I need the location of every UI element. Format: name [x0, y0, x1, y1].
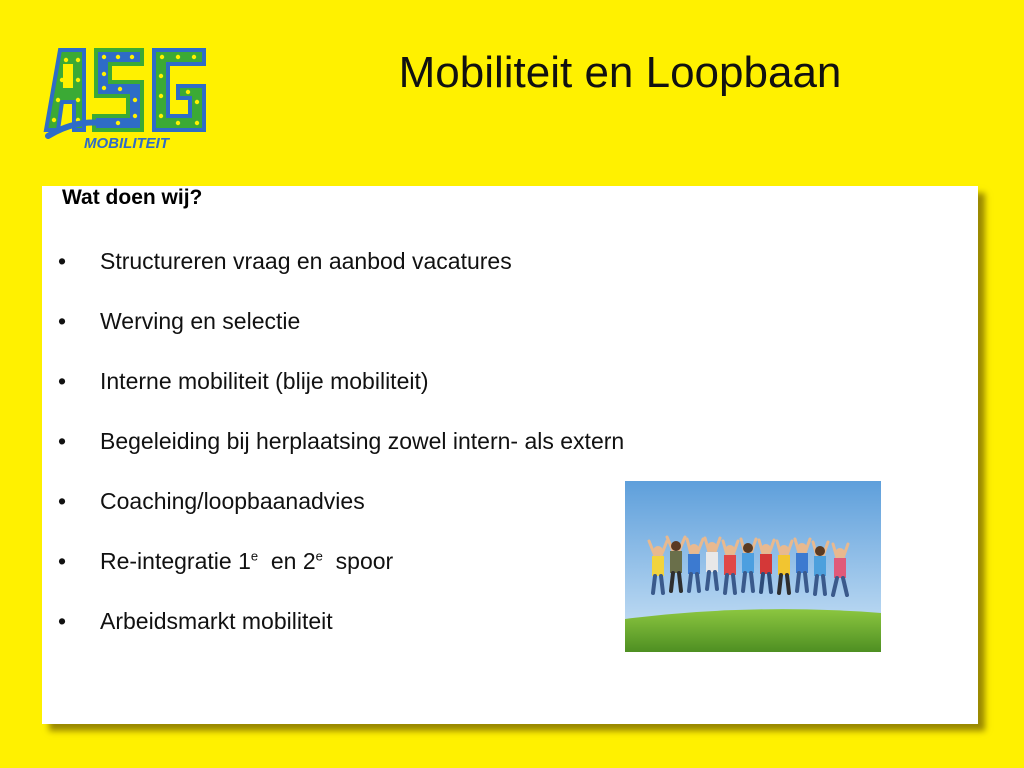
bullet-icon: • — [58, 428, 67, 454]
list-item-text: Structureren vraag en aanbod vacatures — [100, 248, 512, 274]
bullet-icon: • — [58, 548, 67, 574]
list-item — [58, 248, 624, 308]
section-heading: Wat doen wij? — [62, 186, 203, 209]
content-panel — [42, 186, 978, 724]
list-item-text: Re-integratie 1e en 2e spoor — [100, 548, 394, 574]
list-item — [58, 368, 624, 428]
list-item — [58, 488, 624, 548]
bullet-icon: • — [58, 368, 67, 394]
slide-title: Mobiliteit en Loopbaan — [398, 48, 842, 97]
logo-subtitle: MOBILITEIT — [84, 135, 169, 152]
bullet-icon: • — [58, 488, 67, 514]
list-item — [58, 308, 624, 368]
bullet-list — [58, 248, 624, 668]
list-item-text: Arbeidsmarkt mobiliteit — [100, 608, 333, 634]
bullet-icon: • — [58, 608, 67, 634]
asg-logo-graphic — [38, 40, 228, 155]
list-item-text: Werving en selectie — [100, 308, 301, 334]
bullet-icon: • — [58, 248, 67, 274]
bullet-icon: • — [58, 308, 67, 334]
list-item — [58, 608, 624, 668]
asg-logo — [38, 40, 228, 155]
list-item-text: Interne mobiliteit (blije mobiliteit) — [100, 368, 429, 394]
list-item-text: Begeleiding bij herplaatsing zowel intern- als extern — [100, 428, 625, 454]
list-item — [58, 548, 624, 608]
list-item — [58, 428, 624, 488]
list-item-text: Coaching/loopbaanadvies — [100, 488, 365, 514]
jumping-people-photo — [625, 481, 881, 652]
